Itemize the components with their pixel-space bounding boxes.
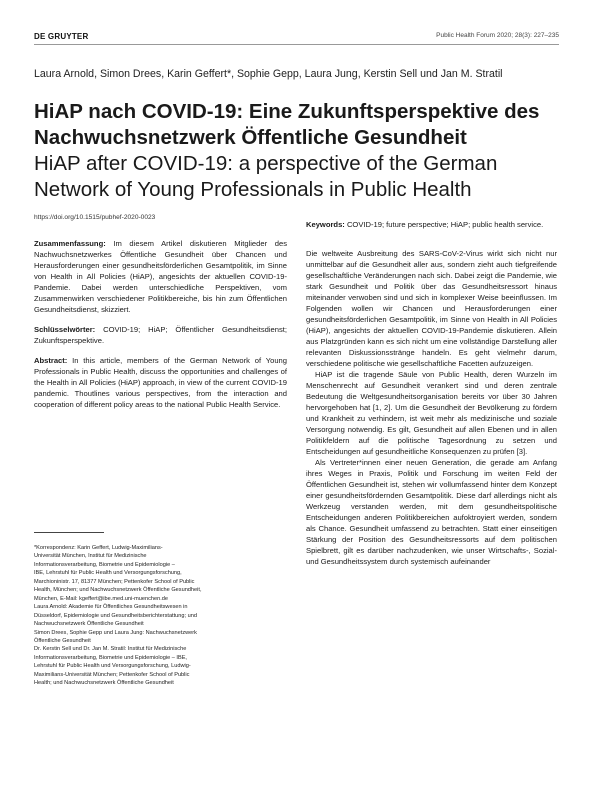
- schluesselwoerter-label: Schlüsselwörter:: [34, 325, 96, 334]
- footnote-line: Informationsverarbeitung, Biometrie und Epidemiologie –: [34, 561, 175, 568]
- footnote-rule: [34, 532, 104, 533]
- footnote-line: *Korrespondenz: Karin Geffert, Ludwig-Maximilians-: [34, 545, 163, 551]
- footnote-line: Laura Arnold: Akademie für Öffentliches Gesundheitswesen in: [34, 604, 188, 611]
- body-paragraph: HiAP ist die tragende Säule von Public Health, deren Wurzeln im Menschenrecht auf Gesundheit verankert sind und deren zentrale Bedeutung die Weltgesundheitsorganisation bereits vor über 30 Jahren hervorgehoben hat [1, 2]. Um die Gesundheit der Bevölkerung zu fördern und Krankheit zu verhindern, ist weit mehr als medizinische und soziale Versorgung notwendig. Es gilt, Gesundheit auf allen Ebenen und in allen Politikfeldern auf die politische Tagesordnung zu setzen und Entscheidungen auf gesundheitliche Konsequenzen zu prüfen [3].: [306, 370, 557, 456]
- footnote-line: Simon Drees, Sophie Gepp und Laura Jung: Nachwuchsnetzwerk: [34, 629, 197, 636]
- footnote-line: München, E-Mail: kgeffert@ibe.med.uni-muenchen.de: [34, 595, 168, 602]
- zusammenfassung-paragraph: [34, 238, 287, 315]
- author-list: Laura Arnold, Simon Drees, Karin Geffert*, Sophie Gepp, Laura Jung, Kerstin Sell und Jan M. Stratil: [34, 68, 503, 80]
- keywords-text: COVID-19; future perspective; HiAP; public health service.: [344, 220, 544, 229]
- schluesselwoerter-text: COVID-19; HiAP; Öffentlicher Gesundheitsdienst; Zukunftsperspektive.: [34, 325, 287, 345]
- body-paragraph: Die weltweite Ausbreitung des SARS-CoV-2-Virus wirkt sich nicht nur unmittelbar auf die Gesundheit aller aus, sondern zieht auch tiefgreifende gesellschaftliche Veränderungen nach sich. Dabei zeigt die Pandemie, wie stark Gesundheit und Politik über das Gesundheitsressort hinaus miteinander verwoben sind und sich in komplexer Weise beeinflussen. Im Folgenden wollen wir Chancen und Herausforderungen einer gesundheitsförderlichen Gesamtpolitik, im Sinne von Health in All Policies (HiAP), angesichts der aktuellen COVID-19-Pandemie diskutieren. Allein aus Platzgründen kann es sich nicht um eine vollständige Darstellung aller relevanten Diskussionsstränge handeln. Es geht vielmehr darum, verschiedene politische wie gesellschaftliche Facetten aufzuzeigen.: [306, 249, 557, 368]
- footnote-line: Health, München; und Nachwuchsnetzwerk Öffentliche Gesundheit,: [34, 587, 202, 594]
- keywords-paragraph: [306, 219, 557, 230]
- footnote-line: Nachwuchsnetzwerk Öffentliche Gesundheit: [34, 621, 144, 628]
- footnote-line: Lehrstuhl für Public Health und Versorgungsforschung, Ludwig-: [34, 663, 191, 670]
- footnote-line: Universität München, Institut für Medizinische: [34, 553, 147, 560]
- correspondence-footnote: [34, 544, 287, 688]
- footnote-line: Maximilians-Universität München; Pettenkofer School of Public: [34, 671, 190, 678]
- footnote-line: Düsseldorf, Epidemiologie und Gesundheitsberichterstattung; und: [34, 612, 197, 619]
- title-english: HiAP after COVID-19: a perspective of the German Network of Young Professionals in Public Health: [34, 152, 498, 201]
- keywords-label: Keywords:: [306, 220, 345, 229]
- footnote-line: IBE, Lehrstuhl für Public Health und Versorgungsforschung,: [34, 570, 182, 577]
- left-column: [34, 238, 287, 419]
- zusammenfassung-label: Zusammenfassung:: [34, 239, 106, 248]
- zusammenfassung-text: Im diesem Artikel diskutieren Mitglieder des Nachwuchsnetzwerkes Öffentliche Gesundheit über Chancen und Herausforderungen einer gesundheitsförderlichen Gesamtpolitik, im Sinne von Health in All Policies (HiAP), angesichts der aktuellen COVID-19-Pandemie. Dabei werden unterschiedliche Perspektiven, vom Zusammenwirken verschiedener Politikbereiche, bis hin zum Öffentlichen Gesundheitsdienst, skizziert.: [34, 239, 287, 314]
- header-rule: [34, 44, 559, 45]
- footnote-line: Informationsverarbeitung, Biometrie und Epidemiologie – IBE,: [34, 654, 187, 661]
- body-paragraph: Als Vertreter*innen einer neuen Generation, die gerade am Anfang ihres Weges in Praxis, Politik und Forschung im weiten Feld der Öffentlichen Gesundheit ist, stehen wir vollumfassend hinter dem Konzept einer gesundheitsfördernden Gesamtpolitik. Diese darf allerdings nicht als Werkzeug verstanden werden, mit dem gesundheitspolitische Entscheidungen anderen Politikbereichen aufoktroyiert werden, sondern als Chance. Gesundheit umfassend zu betrachten. Statt einer einseitigen Stärkung der Position des Gesundheitsressorts auf dem politischen Spielbrett, gilt es darüber nachzudenken, wie unser Wirtschafts-, Sozial- und Gesundheitssystem durch systemisch aufeinander: [306, 458, 557, 566]
- abstract-label: Abstract:: [34, 356, 68, 365]
- footnote-line: Öffentliche Gesundheit: [34, 637, 91, 644]
- abstract-paragraph: [34, 355, 287, 410]
- abstract-text: In this article, members of the German Network of Young Professionals in Public Health, discuss the opportunities and challenges of the Health in All Policies (HiAP) approach, in view of the current COVID-19 pandemic. Thoutlines various perspectives, from the interaction and cooperation of different policy areas to the national Public Health Service.: [34, 356, 287, 409]
- footnote-line: Marchioninistr. 17, 81377 München; Pettenkofer School of Public: [34, 578, 195, 585]
- doi-link[interactable]: https://doi.org/10.1515/pubhef-2020-0023: [34, 214, 156, 221]
- right-column: [306, 219, 557, 567]
- schluesselwoerter-paragraph: [34, 324, 287, 346]
- footnote-line: Health; und Nachwuchsnetzwerk Öffentliche Gesundheit: [34, 680, 174, 687]
- title-german: HiAP nach COVID-19: Eine Zukunftsperspektive des Nachwuchsnetzwerk Öffentliche Gesundheit: [34, 100, 540, 149]
- footnote-line: Dr. Kerstin Sell und Dr. Jan M. Stratil: Institut für Medizinische: [34, 646, 187, 653]
- journal-citation: Public Health Forum 2020; 28(3): 227–235: [436, 32, 559, 39]
- publisher-logo: DE GRUYTER: [34, 32, 89, 41]
